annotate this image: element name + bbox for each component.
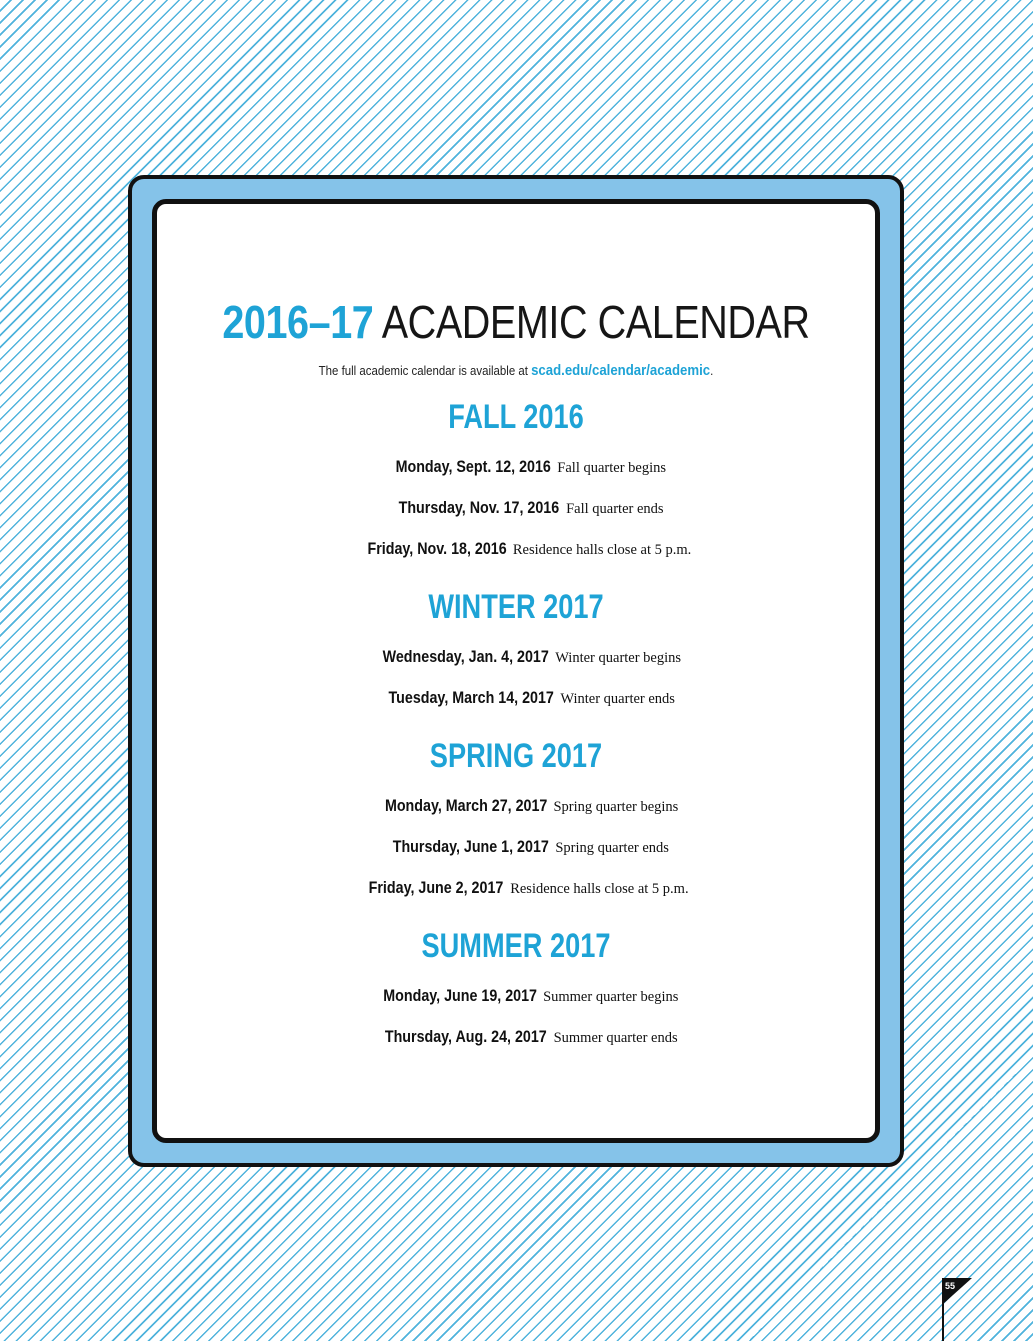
event-row [157, 785, 875, 826]
event-date: Wednesday, Jan. 4, 2017 [382, 647, 549, 666]
page-title [207, 296, 824, 348]
event-row [157, 826, 875, 867]
page-number-tab [942, 1278, 972, 1341]
event-row [157, 677, 875, 718]
season-heading: FALL 2016 [448, 398, 584, 436]
event-date: Monday, March 27, 2017 [384, 796, 548, 815]
event-description: Summer quarter begins [543, 989, 679, 1005]
event-date: Thursday, Aug. 24, 2017 [385, 1027, 548, 1046]
season-heading: WINTER 2017 [428, 588, 604, 626]
event-row [157, 1016, 875, 1057]
event-description: Spring quarter begins [553, 799, 679, 815]
subtitle-suffix: . [710, 363, 714, 378]
calendar-panel [152, 199, 880, 1143]
event-row [157, 867, 875, 908]
event-date: Monday, Sept. 12, 2016 [395, 457, 551, 476]
event-description: Fall quarter begins [557, 460, 667, 476]
event-date: Thursday, June 1, 2017 [392, 837, 549, 856]
event-description: Residence halls close at 5 p.m. [512, 542, 692, 558]
calendar-frame [128, 175, 904, 1167]
event-row [157, 528, 875, 569]
event-description: Residence halls close at 5 p.m. [510, 881, 689, 897]
event-row [157, 636, 875, 677]
calendar-content [157, 296, 875, 1057]
season-heading: SUMMER 2017 [421, 927, 611, 965]
calendar-link[interactable]: scad.edu/calendar/academic [531, 362, 711, 379]
event-date: Friday, Nov. 18, 2016 [367, 539, 507, 558]
season-heading: SPRING 2017 [429, 737, 603, 775]
event-description: Winter quarter begins [555, 650, 682, 666]
event-row [157, 487, 875, 528]
event-description: Summer quarter ends [553, 1030, 678, 1046]
event-row [157, 975, 875, 1016]
season-winter [157, 587, 875, 718]
page-number: 55 [945, 1281, 956, 1291]
subtitle-text: The full academic calendar is available at [318, 363, 532, 378]
event-date: Monday, June 19, 2017 [382, 986, 537, 1005]
subtitle [200, 362, 832, 379]
event-date: Tuesday, March 14, 2017 [388, 688, 554, 707]
season-spring [157, 736, 875, 908]
event-description: Spring quarter ends [555, 840, 669, 856]
event-description: Fall quarter ends [566, 501, 664, 517]
season-summer [157, 926, 875, 1057]
event-row [157, 446, 875, 487]
event-description: Winter quarter ends [560, 691, 675, 707]
event-date: Friday, June 2, 2017 [369, 878, 504, 897]
title-year: 2016–17 [222, 296, 374, 348]
season-fall [157, 397, 875, 569]
title-text: ACADEMIC CALENDAR [373, 296, 810, 348]
event-date: Thursday, Nov. 17, 2016 [399, 498, 560, 517]
